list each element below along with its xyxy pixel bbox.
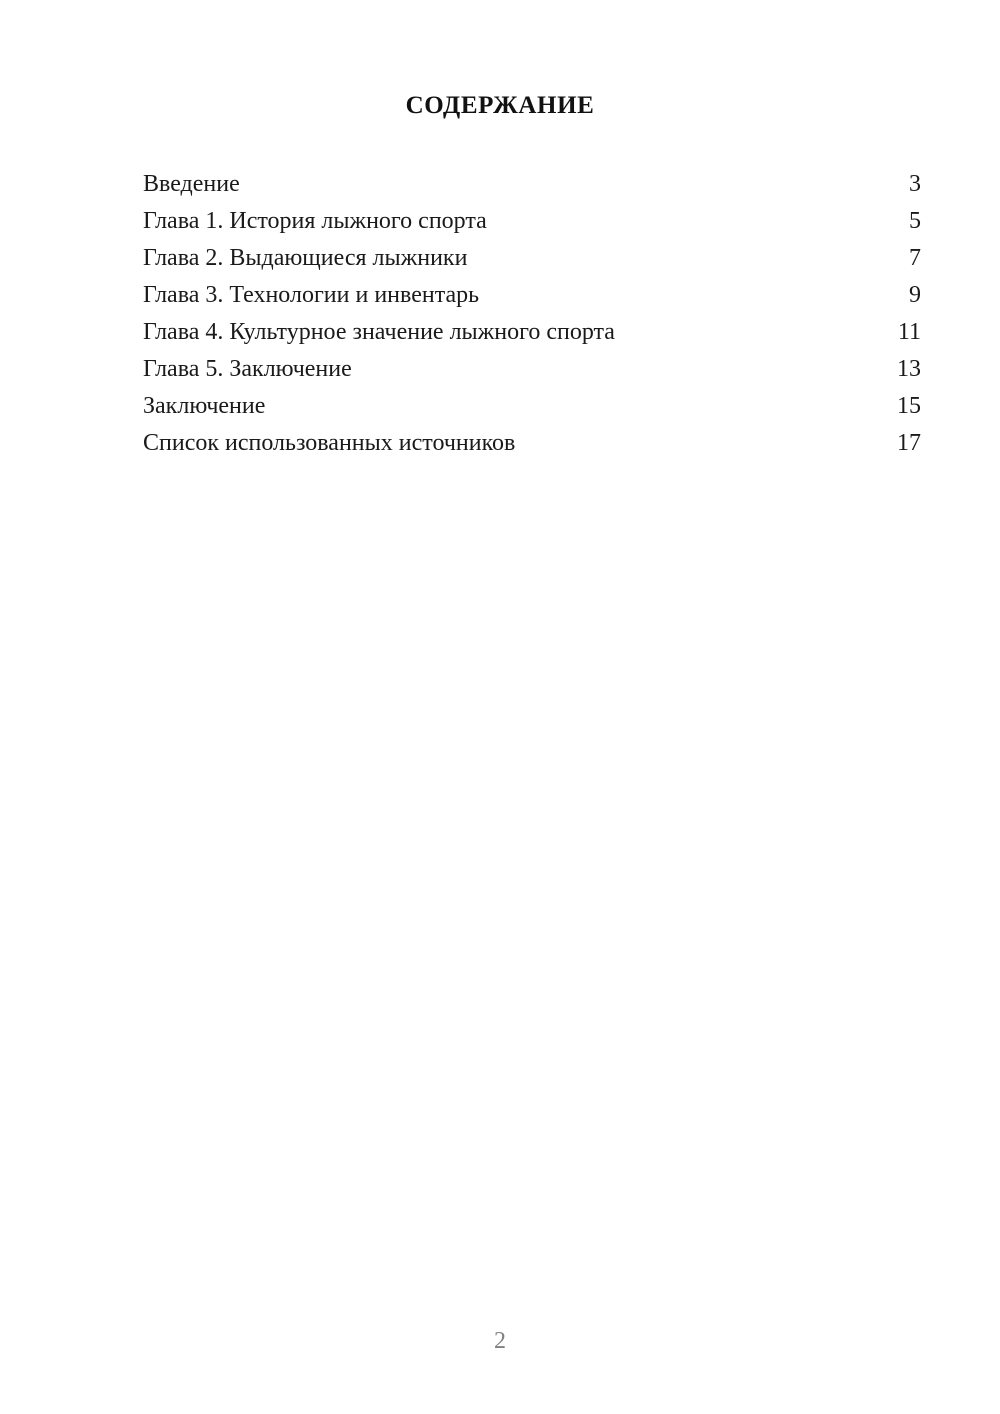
toc-entry-label: Заключение <box>143 393 266 419</box>
toc-entry[interactable] <box>143 166 921 203</box>
toc-entry-page-number: 3 <box>909 171 921 197</box>
toc-entry-page-number: 13 <box>897 356 921 382</box>
toc-entry-label: Глава 4. Культурное значение лыжного спорта <box>143 319 615 345</box>
toc-entry-label: Введение <box>143 171 240 197</box>
toc-entry-label: Глава 3. Технологии и инвентарь <box>143 282 480 308</box>
toc-entry-label: Глава 2. Выдающиеся лыжники <box>143 245 468 271</box>
toc-entry-label: Глава 1. История лыжного спорта <box>143 208 487 234</box>
toc-entry[interactable] <box>143 277 921 314</box>
toc-entry-page-number: 9 <box>909 282 921 308</box>
toc-entry[interactable] <box>143 240 921 277</box>
table-of-contents <box>143 166 921 462</box>
toc-entry[interactable] <box>143 314 921 351</box>
toc-entry[interactable] <box>143 388 921 425</box>
toc-entry[interactable] <box>143 425 921 462</box>
toc-entry-label: Глава 5. Заключение <box>143 356 352 382</box>
toc-entry[interactable] <box>143 203 921 240</box>
toc-entry-label: Список использованных источников <box>143 430 516 456</box>
toc-entry[interactable] <box>143 351 921 388</box>
toc-entry-page-number: 17 <box>897 430 921 456</box>
footer-page-number: 2 <box>494 1328 506 1354</box>
toc-entry-page-number: 15 <box>897 393 921 419</box>
toc-entry-page-number: 7 <box>909 245 921 271</box>
toc-entry-page-number: 5 <box>909 208 921 234</box>
toc-entry-page-number: 11 <box>897 319 921 345</box>
page-title: СОДЕРЖАНИЕ <box>405 92 595 119</box>
